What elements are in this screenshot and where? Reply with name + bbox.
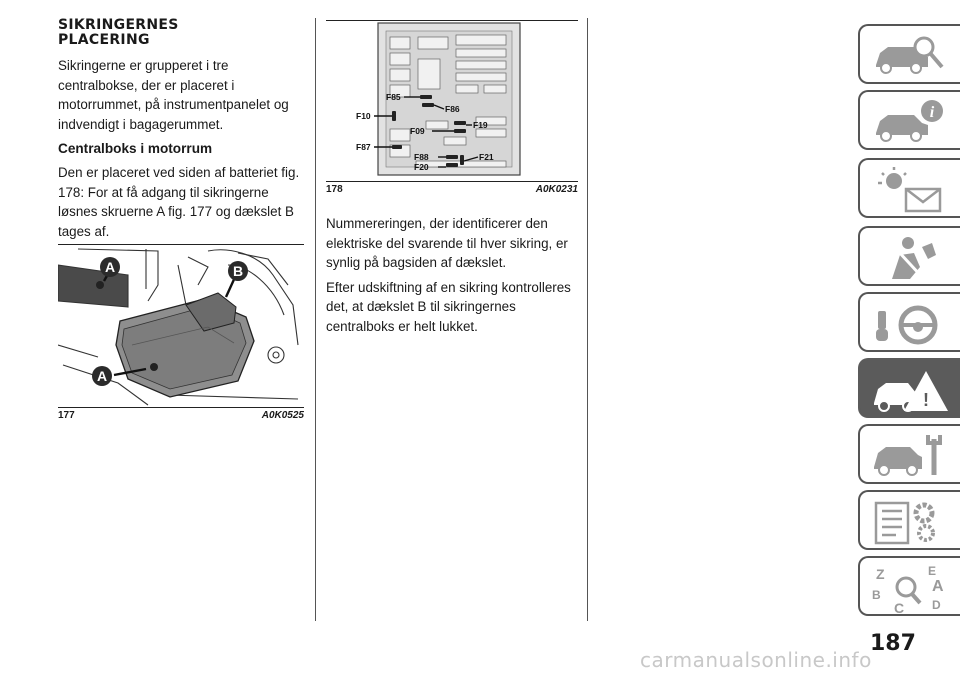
page-number: 187 xyxy=(870,631,916,656)
figure-177-code: A0K0525 xyxy=(261,410,304,421)
figure-178-code: A0K0231 xyxy=(535,184,578,195)
callout-a-bottom xyxy=(92,366,112,386)
callout-a-bottom-label: A xyxy=(96,368,108,384)
fuse-label-f09: F09 xyxy=(410,126,425,136)
figure-177-number: 177 xyxy=(58,410,75,421)
after-replacement-paragraph: Efter udskiftning af en sikring kontrolleres det, at dækslet B til sikringernes centralboks er helt lukket. xyxy=(326,279,571,334)
index-letter-z: Z xyxy=(876,566,885,582)
svg-text:!: ! xyxy=(923,390,929,410)
tab-safety[interactable] xyxy=(858,226,960,286)
fuse-label-f86: F86 xyxy=(445,104,460,114)
fuse-label-f87: F87 xyxy=(356,142,371,152)
index-letter-a: A xyxy=(932,578,944,595)
index-letter-b: B xyxy=(872,588,881,602)
specifications-gear-icon xyxy=(870,497,950,547)
alphabetical-index-icon xyxy=(870,563,950,617)
car-maintenance-wrench-icon xyxy=(870,431,950,481)
svg-text:i: i xyxy=(929,104,935,121)
tab-index[interactable] xyxy=(858,556,960,616)
callout-b-label: B xyxy=(232,263,244,279)
tab-starting-driving[interactable] xyxy=(858,292,960,352)
fuse-label-f21: F21 xyxy=(479,152,494,162)
index-letter-d: D xyxy=(932,598,941,612)
column-divider-right xyxy=(587,18,588,621)
figure-178-caption xyxy=(326,184,578,198)
fuse-box-layout-diagram xyxy=(326,21,578,181)
fuse-label-f19: F19 xyxy=(473,120,488,130)
seatbelt-airbag-icon xyxy=(870,233,950,283)
car-breakdown-warning-icon xyxy=(870,365,950,415)
figure-178-number: 178 xyxy=(326,184,343,195)
warning-light-message-icon xyxy=(870,165,950,215)
fuse-label-f20: F20 xyxy=(414,162,429,172)
intro-paragraph: Sikringerne er grupperet i tre centralbokse, der er placeret i motorrummet, på instrumentpanelet og indvendigt i bagagerummet. xyxy=(58,58,289,132)
figure-178 xyxy=(326,20,578,182)
callout-a-top xyxy=(100,257,120,277)
numbering-paragraph: Nummereringen, der identificerer den elektriske del svarende til hver sikring, er synlig på bagsiden af dækslet. xyxy=(326,216,568,270)
car-search-icon xyxy=(870,31,950,81)
body-paragraph: Den er placeret ved siden af batteriet fig. 178: For at få adgang til sikringerne løsnes skruerne A fig. 177 og dækslet B tages af. xyxy=(58,165,300,239)
tab-warning-lights[interactable] xyxy=(858,158,960,218)
engine-bay-fuse-box-illustration xyxy=(58,245,304,407)
subheading-engine-bay: Centralboks i motorrum xyxy=(58,141,213,156)
callout-a-top-label: A xyxy=(104,259,116,275)
figure-177 xyxy=(58,244,304,408)
callout-b xyxy=(228,261,248,281)
tab-safety-info[interactable] xyxy=(858,90,960,150)
section-heading-line1: SIKRINGERNES xyxy=(58,17,179,33)
right-text-column xyxy=(326,214,578,341)
watermark: carmanualsonline.info xyxy=(640,648,872,672)
section-heading xyxy=(58,18,304,48)
column-divider-left xyxy=(315,18,316,621)
key-steering-wheel-icon xyxy=(870,299,950,349)
fuse-label-f85: F85 xyxy=(386,92,401,102)
tab-knowing-the-car[interactable] xyxy=(858,24,960,84)
left-column xyxy=(58,18,304,246)
index-letter-e: E xyxy=(928,564,937,578)
tab-servicing-care[interactable] xyxy=(858,424,960,484)
figure-177-caption xyxy=(58,410,304,424)
tab-technical-specifications[interactable] xyxy=(858,490,960,550)
tab-in-an-emergency[interactable] xyxy=(858,358,960,418)
fuse-label-f88: F88 xyxy=(414,152,429,162)
index-letter-c: C xyxy=(894,600,905,616)
car-info-icon xyxy=(870,97,950,147)
section-heading-line2: PLACERING xyxy=(58,32,150,48)
fuse-label-f10: F10 xyxy=(356,111,371,121)
